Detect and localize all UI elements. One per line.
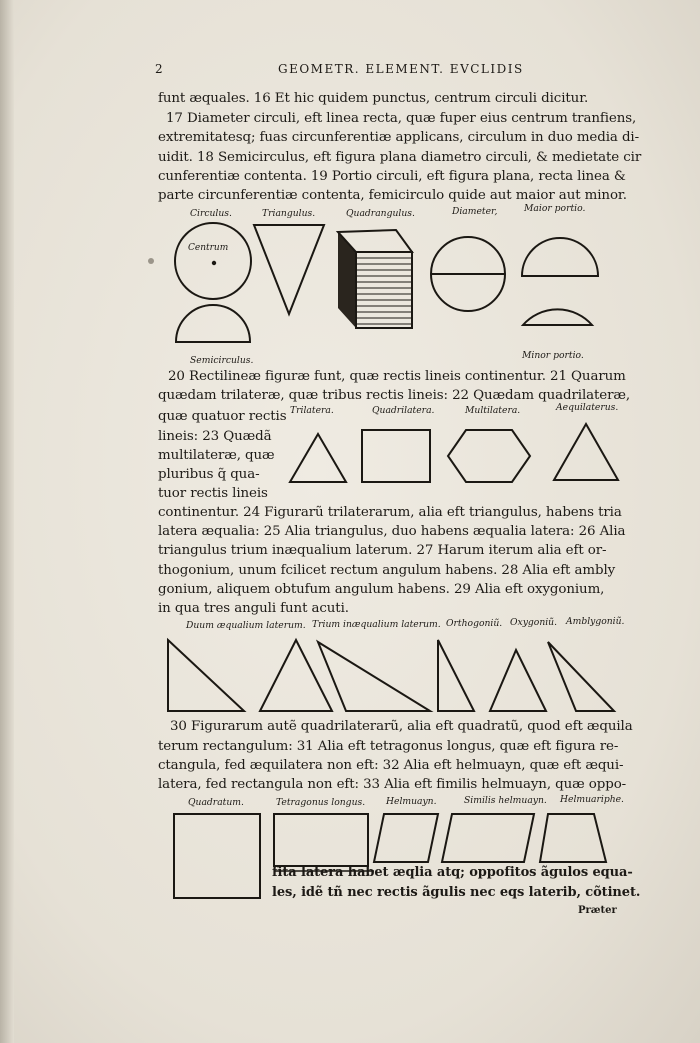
text-line: terum rectangulum: 31 Alia eft tetragonus longus, quæ eft figura re- [158,739,619,754]
centrum-label: Centrum [188,243,229,253]
cube-figure [338,230,412,328]
figure-caption: Amblygoniũ. [566,616,625,627]
figure-caption: Multilatera. [465,405,521,416]
text-line: triangulus trium inæqualium laterum. 27 Harum iterum alia eft or- [158,543,607,558]
text-line: 30 Figurarum autẽ quadrilaterarũ, alia eft quadratũ, quod eft æquila [170,719,633,734]
figure-caption: Duum æqualium laterum. [186,620,306,631]
equilateral-figure [554,424,618,480]
figure-caption: Quadrangulus. [346,208,415,219]
text-line: multilateræ, quæ [158,448,275,463]
multilateral-figure [448,430,530,482]
figure-caption: Maior portio. [524,203,586,214]
circle-figure [175,223,251,299]
triangle-figure [254,225,324,314]
figure-caption: Helmuariphe. [560,794,624,805]
figure-caption: Oxygoniũ. [510,617,558,628]
figure-caption: Orthogoniũ. [446,618,503,629]
text-line: lineis: 23 Quædã [158,429,272,444]
major-segment-figure [522,238,598,276]
text-line: les, idẽ tñ nec rectis ãgulis nec eqs laterib, cõtinet. [272,885,641,900]
text-line: tuor rectis lineis [158,486,268,501]
scalene-triangle [318,642,430,711]
text-line: 20 Rectilineæ figuræ funt, quæ rectis lineis continentur. 21 Quarum [168,369,626,384]
text-line: fita latera habet æqlia atq; oppofitos ãgulos equa- [272,865,633,880]
running-title: GEOMETR. ELEMENT. EVCLIDIS [278,62,524,76]
oblong-figure [274,814,368,866]
quadrilateral-figure [362,430,430,482]
page-number: 2 [155,62,165,76]
text-line: latera, fed rectangula non eft: 33 Alia eft fimilis helmuayn, quæ oppo- [158,777,627,792]
oxygonium-triangle [490,650,546,711]
figure-caption: Triangulus. [262,208,316,219]
figure-caption: Trilatera. [290,405,334,416]
isosceles-right-triangle [168,640,244,711]
center-point [212,261,216,265]
figure-caption: Trium inæqualium laterum. [312,619,441,630]
rhomboid-figure [442,814,534,862]
text-line: extremitatesq; fuas circunferentiæ applicans, circulum in duo media di- [158,130,640,145]
text-line: parte circunferentiæ contenta, femicirculo quide aut maior aut minor. [158,188,627,203]
figure-caption: Aequilaterus. [556,402,619,413]
catchword: Præter [578,905,617,916]
text-line: cunferentiæ contenta. 19 Portio circuli, eft figura plana, recta linea & [158,169,626,184]
amblygonium-triangle [548,642,614,711]
text-line: thogonium, unum fcilicet rectum angulum habens. 28 Alia eft ambly [158,563,616,578]
figure-caption: Tetragonus longus. [276,797,366,808]
figure-caption: Quadrilatera. [372,405,435,416]
text-line: ctangula, fed æquilatera non eft: 32 Alia eft helmuayn, quæ eft æqui- [158,758,624,773]
text-line: gonium, aliquem obtufum angulum habens. 29 Alia eft oxygonium, [158,582,605,597]
figure-caption: Diameter, [452,206,498,217]
semicircle-figure [176,305,250,342]
figure-caption: Minor portio. [522,350,584,361]
text-line: uidit. 18 Semicirculus, eft figura plana diametro circuli, & medietate cir [158,150,642,165]
text-line: quæ quatuor rectis [158,409,287,424]
text-line: pluribus q̃ qua- [158,467,260,482]
figure-caption: Semicirculus. [190,355,254,366]
orthogonium-triangle [438,640,474,711]
text-line: latera æqualia: 25 Alia triangulus, duo habens æqualia latera: 26 Alia [158,524,626,539]
text-line: funt æquales. 16 Et hic quidem punctus, centrum circuli dicitur. [158,91,589,106]
text-line: continentur. 24 Figurarũ trilaterarum, alia eft triangulus, habens tria [158,505,622,520]
trapezium-figure [540,814,606,862]
text-line: 17 Diameter circuli, eft linea recta, quæ fuper eius centrum tranfiens, [166,111,637,126]
text-line: quædam trilateræ, quæ tribus rectis lineis: 22 Quædam quadrilateræ, [158,388,631,403]
square-figure [174,814,260,898]
figure-caption: Circulus. [190,208,232,219]
figure-caption: Helmuayn. [386,796,437,807]
figure-caption: Similis helmuayn. [464,795,547,806]
trilateral-figure [290,434,346,482]
text-line: in qua tres anguli funt acuti. [158,601,349,616]
minor-segment-figure [523,309,592,325]
figure-caption: Quadratum. [188,797,244,808]
rhombus-figure [374,814,438,862]
